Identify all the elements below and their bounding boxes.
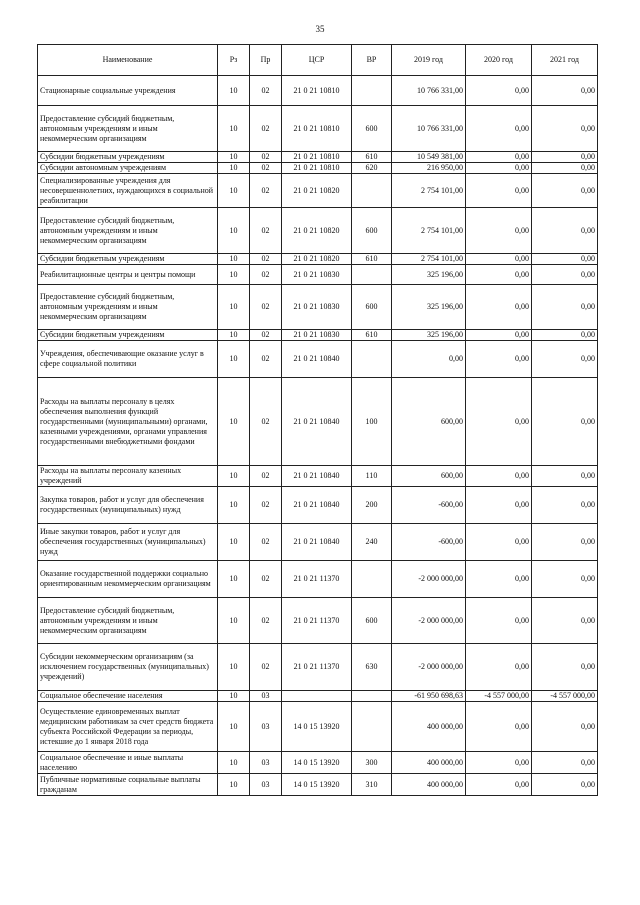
cell-rz: 10 xyxy=(218,487,250,524)
cell-vr xyxy=(352,174,392,208)
cell-rz: 10 xyxy=(218,774,250,796)
cell-2021: 0,00 xyxy=(532,644,598,691)
cell-2021: 0,00 xyxy=(532,106,598,152)
cell-2020: 0,00 xyxy=(466,524,532,561)
cell-rz: 10 xyxy=(218,466,250,487)
cell-name: Оказание государственной поддержки социально ориентированным некоммерческим организациям xyxy=(38,561,218,598)
table-row xyxy=(38,378,598,466)
cell-vr xyxy=(352,702,392,752)
table-row xyxy=(38,254,598,265)
cell-name: Осуществление единовременных выплат медицинским работникам за счет средств бюджета субъекта Российской Федерации за периоды, истекшие до 1 января 2018 года xyxy=(38,702,218,752)
cell-pr: 03 xyxy=(250,691,282,702)
cell-2019: 325 196,00 xyxy=(392,285,466,330)
cell-vr: 600 xyxy=(352,106,392,152)
cell-2020: 0,00 xyxy=(466,152,532,163)
cell-2020: 0,00 xyxy=(466,106,532,152)
cell-name: Расходы на выплаты персоналу казенных учреждений xyxy=(38,466,218,487)
cell-name: Предоставление субсидий бюджетным, автономным учреждениям и иным некоммерческим организациям xyxy=(38,598,218,644)
cell-2020: 0,00 xyxy=(466,466,532,487)
cell-2021: 0,00 xyxy=(532,487,598,524)
table-row xyxy=(38,752,598,774)
cell-2019: 216 950,00 xyxy=(392,163,466,174)
cell-name: Предоставление субсидий бюджетным, автономным учреждениям и иным некоммерческим организациям xyxy=(38,208,218,254)
cell-2019: 2 754 101,00 xyxy=(392,254,466,265)
header-pr: Пр xyxy=(250,45,282,76)
cell-2019: 600,00 xyxy=(392,466,466,487)
cell-vr: 100 xyxy=(352,378,392,466)
cell-2021: 0,00 xyxy=(532,163,598,174)
cell-name: Субсидии некоммерческим организациям (за исключением государственных (муниципальных) учреждений) xyxy=(38,644,218,691)
cell-vr: 110 xyxy=(352,466,392,487)
cell-2021: 0,00 xyxy=(532,152,598,163)
cell-name: Расходы на выплаты персоналу в целях обеспечения выполнения функций государственными (муниципальными) органами, казенными учреждениями, органами управления государственными внебюджетными фондами xyxy=(38,378,218,466)
cell-rz: 10 xyxy=(218,702,250,752)
cell-vr xyxy=(352,265,392,285)
cell-2021: 0,00 xyxy=(532,208,598,254)
cell-2019: -2 000 000,00 xyxy=(392,644,466,691)
cell-name: Специализированные учреждения для несовершеннолетних, нуждающихся в социальной реабилитации xyxy=(38,174,218,208)
cell-name: Субсидии бюджетным учреждениям xyxy=(38,330,218,341)
cell-vr: 600 xyxy=(352,285,392,330)
cell-2021: 0,00 xyxy=(532,174,598,208)
cell-2020: 0,00 xyxy=(466,561,532,598)
page-number: 35 xyxy=(315,24,325,34)
cell-pr: 03 xyxy=(250,702,282,752)
cell-pr: 02 xyxy=(250,524,282,561)
cell-csr: 21 0 21 10810 xyxy=(282,152,352,163)
table-row xyxy=(38,163,598,174)
header-2021: 2021 год xyxy=(532,45,598,76)
cell-pr: 03 xyxy=(250,774,282,796)
cell-vr: 600 xyxy=(352,598,392,644)
cell-2019: 400 000,00 xyxy=(392,752,466,774)
table-row xyxy=(38,644,598,691)
cell-2020: 0,00 xyxy=(466,774,532,796)
cell-2019: 10 549 381,00 xyxy=(392,152,466,163)
cell-2020: 0,00 xyxy=(466,487,532,524)
cell-csr: 21 0 21 10820 xyxy=(282,208,352,254)
cell-csr: 21 0 21 10840 xyxy=(282,524,352,561)
cell-pr: 02 xyxy=(250,598,282,644)
cell-name: Учреждения, обеспечивающие оказание услуг в сфере социальной политики xyxy=(38,341,218,378)
cell-2021: 0,00 xyxy=(532,752,598,774)
cell-2020: 0,00 xyxy=(466,285,532,330)
cell-csr: 21 0 21 10840 xyxy=(282,487,352,524)
cell-2020: 0,00 xyxy=(466,644,532,691)
cell-name: Субсидии автономным учреждениям xyxy=(38,163,218,174)
cell-name: Реабилитационные центры и центры помощи xyxy=(38,265,218,285)
cell-2020: 0,00 xyxy=(466,208,532,254)
cell-2021: 0,00 xyxy=(532,561,598,598)
cell-2019: 2 754 101,00 xyxy=(392,208,466,254)
cell-pr: 02 xyxy=(250,378,282,466)
table-row xyxy=(38,774,598,796)
cell-rz: 10 xyxy=(218,378,250,466)
cell-rz: 10 xyxy=(218,691,250,702)
cell-rz: 10 xyxy=(218,752,250,774)
header-rz: Рз xyxy=(218,45,250,76)
cell-2021: 0,00 xyxy=(532,702,598,752)
cell-csr: 21 0 21 10830 xyxy=(282,330,352,341)
header-2020: 2020 год xyxy=(466,45,532,76)
cell-2019: -600,00 xyxy=(392,524,466,561)
cell-2020: 0,00 xyxy=(466,76,532,106)
table-row xyxy=(38,561,598,598)
cell-vr: 600 xyxy=(352,208,392,254)
cell-pr: 02 xyxy=(250,285,282,330)
cell-2020: 0,00 xyxy=(466,378,532,466)
cell-2019: -2 000 000,00 xyxy=(392,598,466,644)
cell-name: Закупка товаров, работ и услуг для обеспечения государственных (муниципальных) нужд xyxy=(38,487,218,524)
cell-rz: 10 xyxy=(218,174,250,208)
cell-vr: 240 xyxy=(352,524,392,561)
table-row xyxy=(38,524,598,561)
cell-pr: 02 xyxy=(250,561,282,598)
cell-name: Социальное обеспечение и иные выплаты населению xyxy=(38,752,218,774)
cell-2021: 0,00 xyxy=(532,76,598,106)
cell-2020: 0,00 xyxy=(466,163,532,174)
cell-2019: 2 754 101,00 xyxy=(392,174,466,208)
cell-rz: 10 xyxy=(218,106,250,152)
cell-vr xyxy=(352,76,392,106)
cell-2020: 0,00 xyxy=(466,254,532,265)
header-vr: ВР xyxy=(352,45,392,76)
cell-pr: 02 xyxy=(250,644,282,691)
cell-name: Субсидии бюджетным учреждениям xyxy=(38,152,218,163)
table-row xyxy=(38,487,598,524)
cell-pr: 02 xyxy=(250,487,282,524)
cell-vr: 620 xyxy=(352,163,392,174)
cell-name: Публичные нормативные социальные выплаты гражданам xyxy=(38,774,218,796)
cell-pr: 02 xyxy=(250,330,282,341)
cell-rz: 10 xyxy=(218,163,250,174)
cell-2019: -600,00 xyxy=(392,487,466,524)
cell-2020: -4 557 000,00 xyxy=(466,691,532,702)
cell-vr: 200 xyxy=(352,487,392,524)
cell-rz: 10 xyxy=(218,152,250,163)
cell-csr: 21 0 21 10830 xyxy=(282,285,352,330)
cell-2021: -4 557 000,00 xyxy=(532,691,598,702)
header-2019: 2019 год xyxy=(392,45,466,76)
cell-csr: 21 0 21 11370 xyxy=(282,561,352,598)
table-row xyxy=(38,265,598,285)
cell-2021: 0,00 xyxy=(532,330,598,341)
cell-vr xyxy=(352,561,392,598)
cell-rz: 10 xyxy=(218,76,250,106)
cell-2020: 0,00 xyxy=(466,598,532,644)
cell-csr: 21 0 21 11370 xyxy=(282,644,352,691)
cell-2021: 0,00 xyxy=(532,378,598,466)
cell-pr: 02 xyxy=(250,163,282,174)
cell-csr: 21 0 21 10820 xyxy=(282,174,352,208)
table-row xyxy=(38,341,598,378)
cell-2020: 0,00 xyxy=(466,330,532,341)
cell-pr: 03 xyxy=(250,752,282,774)
cell-2019: 400 000,00 xyxy=(392,774,466,796)
cell-csr: 14 0 15 13920 xyxy=(282,702,352,752)
cell-2020: 0,00 xyxy=(466,752,532,774)
cell-2021: 0,00 xyxy=(532,341,598,378)
cell-name: Субсидии бюджетным учреждениям xyxy=(38,254,218,265)
cell-2020: 0,00 xyxy=(466,702,532,752)
cell-csr xyxy=(282,691,352,702)
cell-2021: 0,00 xyxy=(532,774,598,796)
cell-2019: 10 766 331,00 xyxy=(392,76,466,106)
cell-2021: 0,00 xyxy=(532,265,598,285)
cell-pr: 02 xyxy=(250,341,282,378)
cell-rz: 10 xyxy=(218,524,250,561)
cell-2019: 600,00 xyxy=(392,378,466,466)
cell-csr: 21 0 21 10820 xyxy=(282,254,352,265)
cell-csr: 21 0 21 10840 xyxy=(282,341,352,378)
cell-csr: 21 0 21 11370 xyxy=(282,598,352,644)
cell-2021: 0,00 xyxy=(532,598,598,644)
cell-name: Стационарные социальные учреждения xyxy=(38,76,218,106)
cell-pr: 02 xyxy=(250,152,282,163)
header-name: Наименование xyxy=(38,45,218,76)
table-row xyxy=(38,285,598,330)
header-row xyxy=(38,45,598,76)
cell-2021: 0,00 xyxy=(532,466,598,487)
cell-pr: 02 xyxy=(250,76,282,106)
cell-name: Предоставление субсидий бюджетным, автономным учреждениям и иным некоммерческим организациям xyxy=(38,106,218,152)
cell-vr xyxy=(352,691,392,702)
cell-rz: 10 xyxy=(218,208,250,254)
cell-vr: 610 xyxy=(352,330,392,341)
cell-2019: 325 196,00 xyxy=(392,265,466,285)
table-row xyxy=(38,691,598,702)
cell-name: Предоставление субсидий бюджетным, автономным учреждениям и иным некоммерческим организациям xyxy=(38,285,218,330)
table-row xyxy=(38,598,598,644)
cell-2020: 0,00 xyxy=(466,341,532,378)
cell-2019: -2 000 000,00 xyxy=(392,561,466,598)
cell-pr: 02 xyxy=(250,254,282,265)
cell-2019: 0,00 xyxy=(392,341,466,378)
table-row xyxy=(38,76,598,106)
cell-rz: 10 xyxy=(218,644,250,691)
cell-csr: 21 0 21 10830 xyxy=(282,265,352,285)
cell-2019: 10 766 331,00 xyxy=(392,106,466,152)
cell-csr: 21 0 21 10810 xyxy=(282,106,352,152)
cell-rz: 10 xyxy=(218,254,250,265)
cell-2021: 0,00 xyxy=(532,285,598,330)
table-row xyxy=(38,174,598,208)
cell-pr: 02 xyxy=(250,265,282,285)
table-row xyxy=(38,106,598,152)
cell-rz: 10 xyxy=(218,265,250,285)
table-row xyxy=(38,466,598,487)
cell-vr: 610 xyxy=(352,152,392,163)
cell-2019: 325 196,00 xyxy=(392,330,466,341)
cell-rz: 10 xyxy=(218,330,250,341)
cell-name: Иные закупки товаров, работ и услуг для обеспечения государственных (муниципальных) нужд xyxy=(38,524,218,561)
cell-name: Социальное обеспечение населения xyxy=(38,691,218,702)
header-csr: ЦСР xyxy=(282,45,352,76)
cell-csr: 21 0 21 10810 xyxy=(282,163,352,174)
cell-rz: 10 xyxy=(218,341,250,378)
table-row xyxy=(38,208,598,254)
cell-vr: 630 xyxy=(352,644,392,691)
cell-pr: 02 xyxy=(250,174,282,208)
cell-vr: 300 xyxy=(352,752,392,774)
cell-csr: 21 0 21 10840 xyxy=(282,378,352,466)
cell-2019: 400 000,00 xyxy=(392,702,466,752)
cell-pr: 02 xyxy=(250,208,282,254)
budget-table xyxy=(37,44,598,796)
cell-csr: 21 0 21 10840 xyxy=(282,466,352,487)
cell-rz: 10 xyxy=(218,285,250,330)
cell-2020: 0,00 xyxy=(466,174,532,208)
table-row xyxy=(38,152,598,163)
table-row xyxy=(38,330,598,341)
table-row xyxy=(38,702,598,752)
cell-2020: 0,00 xyxy=(466,265,532,285)
cell-csr: 21 0 21 10810 xyxy=(282,76,352,106)
cell-vr: 610 xyxy=(352,254,392,265)
cell-pr: 02 xyxy=(250,106,282,152)
cell-rz: 10 xyxy=(218,598,250,644)
cell-2021: 0,00 xyxy=(532,254,598,265)
cell-rz: 10 xyxy=(218,561,250,598)
cell-2019: -61 950 698,63 xyxy=(392,691,466,702)
cell-pr: 02 xyxy=(250,466,282,487)
cell-csr: 14 0 15 13920 xyxy=(282,752,352,774)
cell-vr: 310 xyxy=(352,774,392,796)
cell-csr: 14 0 15 13920 xyxy=(282,774,352,796)
cell-vr xyxy=(352,341,392,378)
cell-2021: 0,00 xyxy=(532,524,598,561)
